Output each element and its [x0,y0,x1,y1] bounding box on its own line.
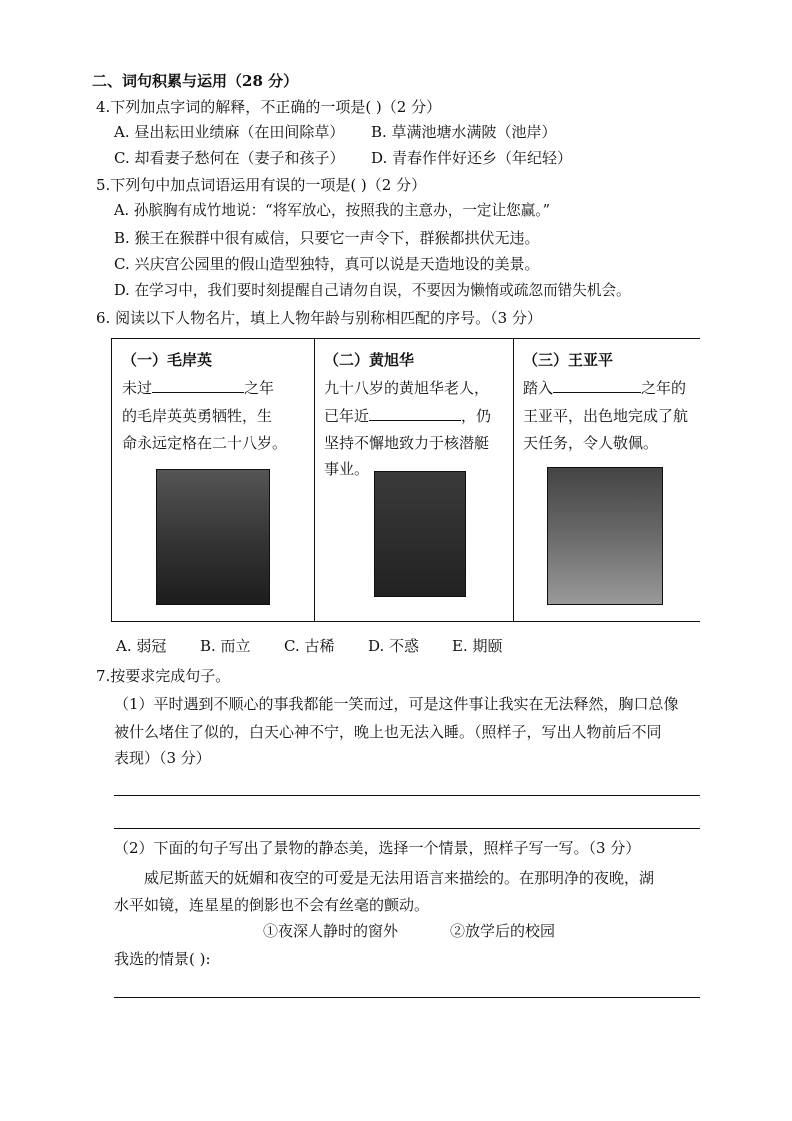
q5-option-d: D. 在学习中，我们要时刻提醒自己请勿自误，不要因为懒惰或疏忽而错失机会。 [114,282,631,299]
card1-blank[interactable] [152,378,244,393]
card3-title: （三）王亚平 [523,351,614,369]
q5-option-a: A. 孙膑胸有成竹地说：“将军放心，按照我的主意办，一定让您赢。” [114,202,551,219]
q5-stem: 5.下列句中加点词语运用有误的一项是( )（2 分） [96,176,427,194]
q5-option-b: B. 猴王在猴群中很有威信，只要它一声令下，群猴都拱伏无违。 [114,229,540,247]
card2-line4: 事业。 [324,460,370,478]
q6-stem: 6. 阅读以下人物名片，填上人物年龄与别称相匹配的序号。（3 分） [96,309,542,327]
my-choice-label: 我选的情景( ): [114,950,211,968]
card1-line1 [122,377,274,398]
q6-option-e: E. 期颐 [452,637,503,655]
q7-part1-line1: （1）平时遇到不顺心的事我都能一笑而过，可是这件事让我实在无法释然，胸口总像 [114,695,679,713]
q7-part1-line2: 被什么堵住了似的，白天心神不宁，晚上也无法入睡。（照样子，写出人物前后不同 [114,723,662,741]
answer-line-3[interactable] [114,997,700,998]
q7-part1-line3: 表现）（3 分） [114,749,211,767]
q6-option-a: A. 弱冠 [116,637,167,655]
card2-text-b: ，仍 [461,407,492,425]
card3-blank[interactable] [553,378,641,393]
card1-line2: 的毛岸英英勇牺牲，生 [122,407,273,425]
q4-stem: 4.下列加点字词的解释，不正确的一项是( )（2 分） [96,98,442,116]
q7-part2-example-line1: 威尼斯蓝天的妩媚和夜空的可爱是无法用语言来描绘的。在那明净的夜晚，湖 [144,869,655,887]
section-title: 二、词句积累与运用（28 分） [92,72,299,90]
q7-part2-example-line2: 水平如镜，连星星的倒影也不会有丝毫的颤动。 [114,896,430,914]
card3-line1 [523,377,686,398]
card1-text-a: 未过 [122,379,153,397]
person-cards [111,338,700,622]
card3-text-b: 之年的 [641,379,687,397]
photo-mao-anying [156,469,270,605]
q4-option-c: C. 却看妻子愁何在（妻子和孩子） [114,149,345,167]
scene-choice-2: ②放学后的校园 [450,922,556,940]
card2-line3: 坚持不懈地致力于核潜艇 [324,434,490,452]
card1-line3: 命永远定格在二十八岁。 [122,434,288,452]
card-huang-xuhua [314,339,514,621]
photo-wang-yaping [547,467,663,605]
q4-option-b: B. 草满池塘水满陂（池岸） [371,123,557,141]
card-wang-yaping [513,339,700,621]
card3-line2: 王亚平，出色地完成了航 [523,407,689,425]
answer-line-1[interactable] [114,795,700,796]
q7-part2-stem: （2）下面的句子写出了景物的静态美，选择一个情景，照样子写一写。（3 分） [114,839,641,857]
card3-text-a: 踏入 [523,379,554,397]
card1-title: （一）毛岸英 [122,351,213,369]
card2-blank[interactable] [369,406,461,421]
card1-text-b: 之年 [244,379,275,397]
card2-title: （二）黄旭华 [324,351,415,369]
card2-line2 [324,405,491,426]
scene-choice-1: ①夜深人静时的窗外 [263,922,399,940]
card2-text-a: 已年近 [324,407,370,425]
q4-option-d: D. 青春作伴好还乡（年纪轻） [371,149,573,167]
q6-option-b: B. 而立 [200,637,251,655]
q6-option-c: C. 古稀 [284,637,335,655]
q6-option-d: D. 不惑 [368,637,420,655]
q4-option-a: A. 昼出耘田业绩麻（在田间除草） [114,123,345,141]
card-mao-anying [112,339,315,621]
answer-line-2[interactable] [114,828,700,829]
q5-option-c: C. 兴庆宫公园里的假山造型独特，真可以说是天造地设的美景。 [114,255,540,273]
card2-line1: 九十八岁的黄旭华老人， [324,379,490,397]
q7-stem: 7.按要求完成句子。 [96,667,231,685]
card3-line3: 天任务，令人敬佩。 [523,434,659,452]
photo-huang-xuhua [374,471,466,597]
